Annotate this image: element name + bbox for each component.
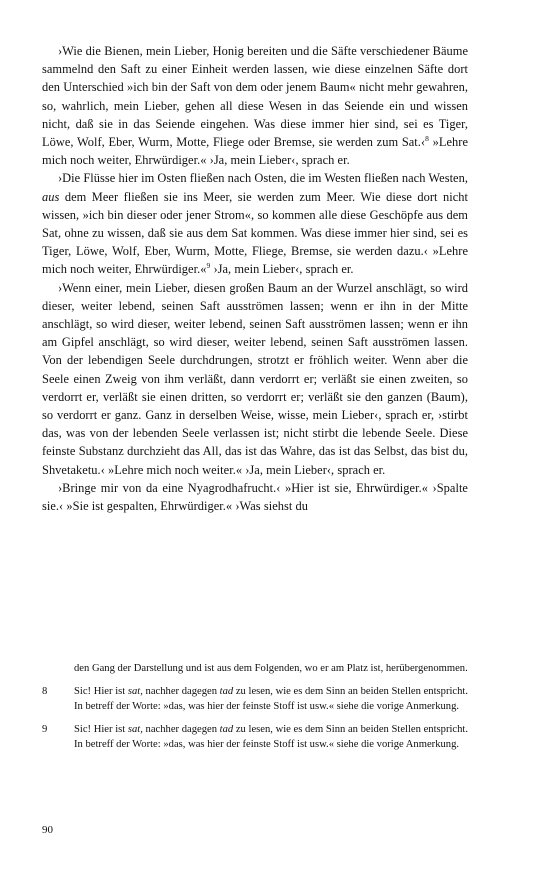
footnote-text (74, 722, 468, 753)
text-run: zu lesen, wie es dem Sinn an beiden Stellen entspricht. In betreff der Worte: »das, was hier der feinste Stoff ist usw.« siehe die vorige Anmerkung. (74, 685, 469, 712)
page-number: 90 (42, 824, 53, 836)
text-run: ›Ja, mein Lieber‹, sprach er. (210, 262, 354, 277)
emphasis: sat, (127, 685, 143, 697)
footnotes (42, 661, 468, 760)
emphasis: sat, (127, 723, 143, 735)
footnote-text (74, 661, 468, 677)
footnote-text (74, 684, 468, 715)
text-run: Sic! Hier ist (74, 723, 128, 735)
paragraph (42, 479, 468, 515)
text-run: ›Bringe mir von da eine Nyagrodhafrucht.‹ »Hier ist sie, Ehrwürdiger.« ›Spalte sie.‹ »Sie ist gespalten, Ehrwürdiger.« ›Was siehst du (42, 480, 468, 514)
paragraph (42, 169, 468, 278)
text-run: Sic! Hier ist (74, 685, 128, 697)
emphasis: tad (219, 685, 234, 697)
footnote-number: 9 (42, 723, 48, 735)
footnote-ref: 8 (425, 134, 429, 144)
emphasis: aus (42, 189, 60, 204)
text-run: ›Die Flüsse hier im Osten fließen nach Osten, die im Westen fließen nach Westen, (58, 171, 468, 186)
footnote (42, 661, 468, 677)
footnote-ref: 9 (206, 261, 211, 271)
text-run: ›Wie die Bienen, mein Lieber, Honig bereiten und die Säfte verschiedener Bäume sammelnd den Saft zu einer Einheit werden lassen, wie diese einzelnen Säfte dort den Unterschied »ich bin der Saft von dem oder jenem Baum« nicht mehr gewahren, so, wahrlich, mein Lieber, gehen all diese Wesen in das Seiende ein und wissen nicht, daß sie in das Seiende eingehen. Was diese immer hier sind, sei es Tiger, Löwe, Wolf, Eber, Wurm, Motte, Fliege oder Bremse, sie werden zum Sat.‹ (42, 44, 468, 150)
text-run: dem Meer fließen sie ins Meer, sie werden zum Meer. Wie diese dort nicht wissen, »ich bin dieser oder jener Strom«, so kommen alle diese Geschöpfe aus dem Sat, ohne zu wissen, daß sie aus dem Sat kommen. Was diese immer hier sind, sei es Tiger, Löwe, Wolf, Eber, Wurm, Motte, Fliege, Bremse, sie werden dazu.‹ »Lehre mich noch weiter, Ehrwürdiger.« (42, 189, 468, 277)
text-run: ›Wenn einer, mein Lieber, diesen großen Baum an der Wurzel anschlägt, so wird dieser, weiter lebend, seinen Saft ausströmen lassen; wenn er ihn in der Mitte anschlägt, so wird dieser, weiter lebend, seinen Saft ausströmen lassen; wenn er ihn am Gipfel anschlägt, so wird dieser, weiter lebend, seinen Saft ausströmen lassen. Von der lebendigen Seele durchdrungen, strotzt er fröhlich weiter. Wenn aber die Seele einen Zweig von ihm verläßt, dann verdorrt er; verläßt sie einen zweiten, so verdorrt er, verläßt sie einen dritten, so verdorrt er; verläßt sie den ganzen (Baum), so verdorrt er ganz. Ganz in derselben Weise, wisse, mein Lieber‹, sprach er, ›stirbt das, was von der lebenden Seele verlassen ist; nicht stirbt die lebende Seele. Diese feinste Substanz durchzieht das All, das ist das Wahre, das ist das Selbst, das bist du, Shvetaketu.‹ »Lehre mich noch weiter.« ›Ja, mein Lieber‹, sprach er. (42, 280, 468, 477)
paragraph (42, 279, 468, 479)
footnote (42, 684, 468, 715)
paragraph (42, 42, 468, 169)
text-run: nachher dagegen (142, 685, 220, 697)
text-run: zu lesen, wie es dem Sinn an beiden Stellen entspricht. In betreff der Worte: »das, was hier der feinste Stoff ist usw.« siehe die vorige Anmerkung. (74, 723, 469, 750)
text-run: den Gang der Darstellung und ist aus dem Folgenden, wo er am Platz ist, herübergenommen. (74, 663, 468, 674)
text-run: »Lehre mich noch weiter, Ehrwürdiger.« ›Ja, mein Lieber‹, sprach er. (42, 135, 468, 168)
footnote (42, 722, 468, 753)
footnote-number (42, 661, 74, 677)
footnote-number: 8 (42, 685, 48, 697)
text-run: nachher dagegen (142, 723, 220, 735)
emphasis: tad (219, 723, 234, 735)
body-text (42, 42, 468, 515)
